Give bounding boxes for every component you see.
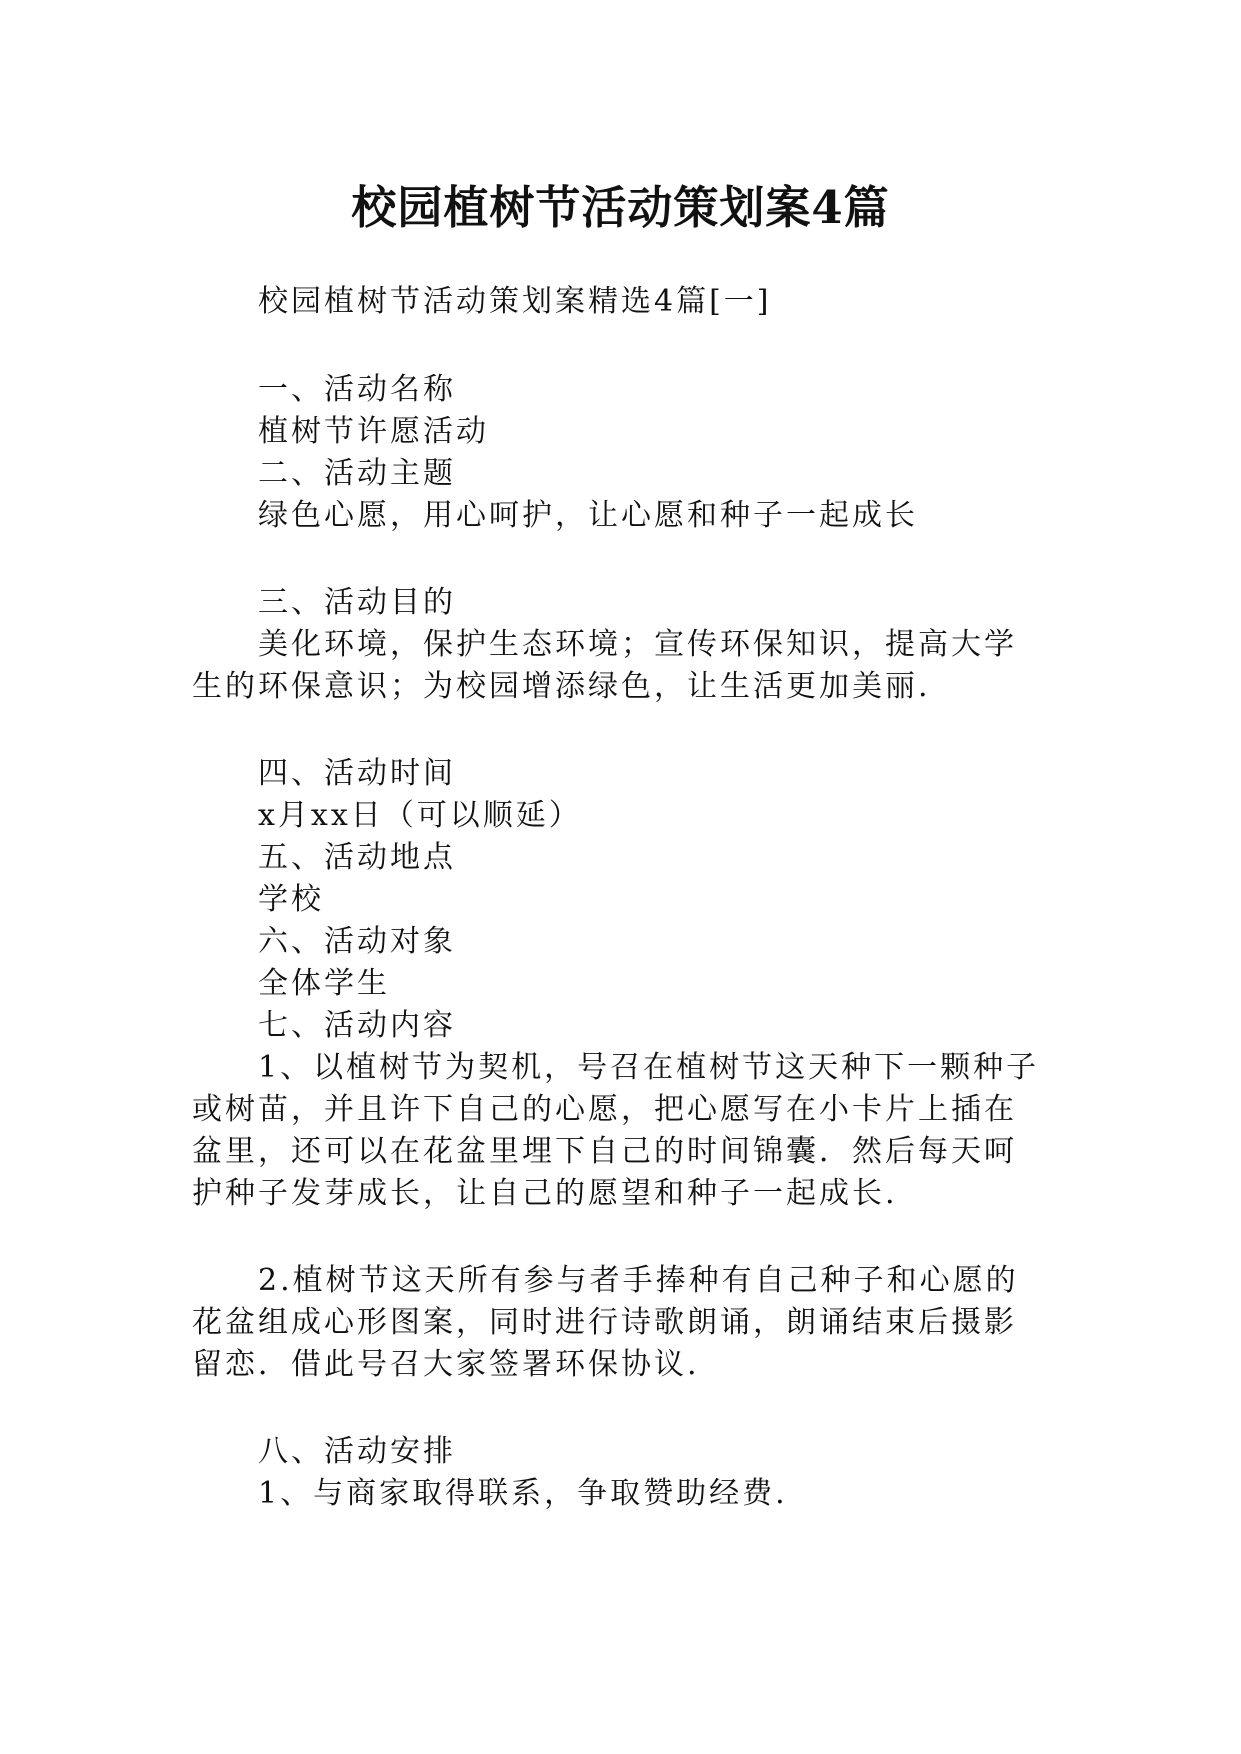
paragraph-line: 花盆组成心形图案，同时进行诗歌朗诵，朗诵结束后摄影 [192,1305,1017,1340]
paragraph-line: 全体学生 [258,966,390,1001]
paragraph-line: 留恋．借此号召大家签署环保协议. [192,1347,700,1382]
heading-activity-theme: 二、活动主题 [258,456,456,491]
heading-activity-audience: 六、活动对象 [258,924,456,959]
heading-activity-arrangement: 八、活动安排 [258,1434,456,1469]
paragraph-line: 植树节许愿活动 [258,414,489,449]
paragraph-line: 1、以植树节为契机，号召在植树节这天种下一颗种子 [258,1050,1040,1085]
document-title: 校园植树节活动策划案4篇 [351,181,890,234]
paragraph-line: 生的环保意识；为校园增添绿色，让生活更加美丽. [192,669,931,704]
heading-activity-time: 四、活动时间 [258,756,456,791]
paragraph-line: 护种子发芽成长，让自己的愿望和种子一起成长. [192,1176,898,1211]
paragraph-line: 盆里，还可以在花盆里埋下自己的时间锦囊．然后每天呵 [192,1134,1017,1169]
paragraph-line: 学校 [258,882,324,917]
section-subtitle: 校园植树节活动策划案精选4篇[一] [258,284,772,319]
paragraph-line: 1、与商家取得联系，争取赞助经费. [258,1476,788,1511]
heading-activity-name: 一、活动名称 [258,372,456,407]
paragraph-line: 或树苗，并且许下自己的心愿，把心愿写在小卡片上插在 [192,1092,1017,1127]
paragraph-line: x月xx日（可以顺延） [258,798,582,833]
paragraph-line: 2.植树节这天所有参与者手捧种有自己种子和心愿的 [258,1263,1019,1298]
paragraph-line: 美化环境，保护生态环境；宣传环保知识，提高大学 [258,627,1017,662]
paragraph-line: 绿色心愿，用心呵护，让心愿和种子一起成长 [258,498,918,533]
heading-activity-purpose: 三、活动目的 [258,585,456,620]
heading-activity-location: 五、活动地点 [258,840,456,875]
heading-activity-content: 七、活动内容 [258,1008,456,1043]
